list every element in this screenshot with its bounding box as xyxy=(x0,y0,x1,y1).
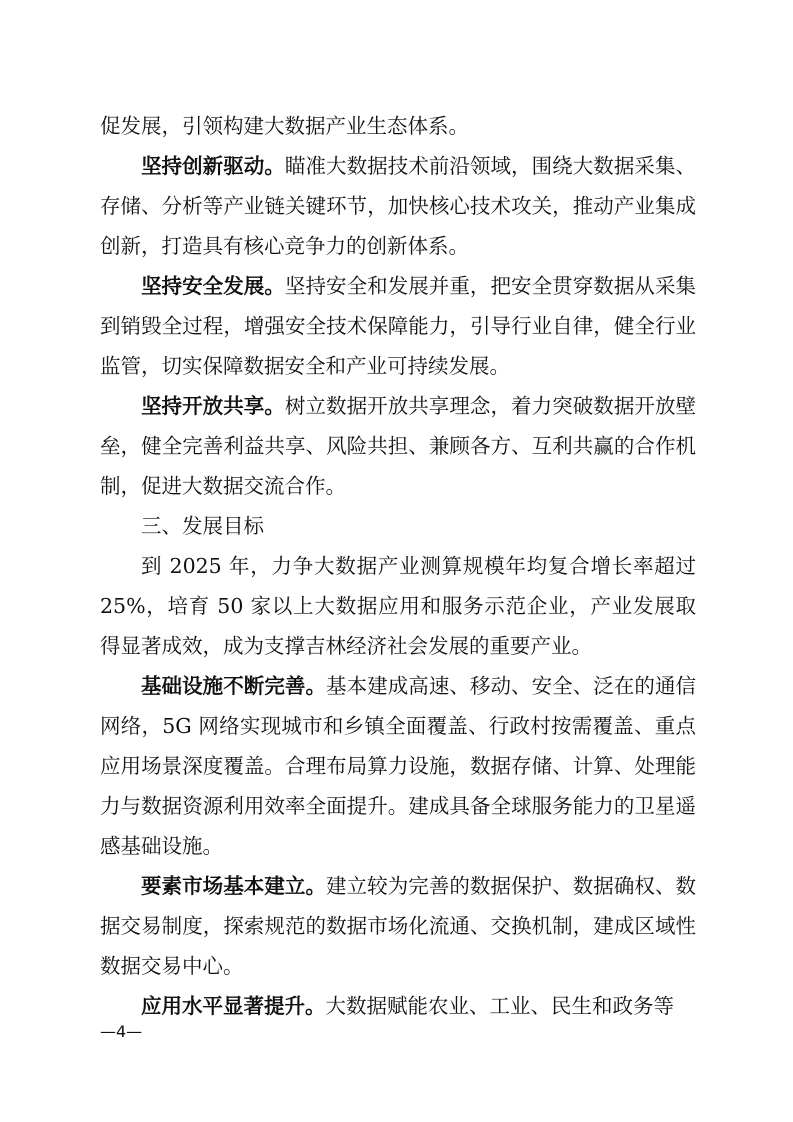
paragraph-openness xyxy=(100,386,696,506)
paragraph-infrastructure xyxy=(100,666,696,866)
paragraph-market xyxy=(100,866,696,986)
paragraph-text: 基本建成高速、移动、安全、泛在的通信网络，5G 网络实现城市和乡镇全面覆盖、行政村按需覆盖、重点应用场景深度覆盖。合理布局算力设施，数据存储、计算、处理能力与数据资源利用效率全面提升。建成具备全球服务能力的卫星遥感基础设施。 xyxy=(100,674,697,858)
paragraph-innovation xyxy=(100,146,696,266)
paragraph-text: 树立数据开放共享理念，着力突破数据开放壁垒，健全完善利益共享、风险共担、兼顾各方、互利共赢的合作机制，促进大数据交流合作。 xyxy=(100,394,697,498)
paragraph-text: 促发展，引领构建大数据产业生态体系。 xyxy=(100,114,469,138)
paragraph-text: 瞄准大数据技术前沿领域，围绕大数据采集、存储、分析等产业链关键环节，加快核心技术攻关，推动产业集成创新，打造具有核心竞争力的创新体系。 xyxy=(100,154,697,258)
paragraph-lead: 要素市场基本建立。 xyxy=(141,874,327,898)
document-body xyxy=(100,106,696,1026)
paragraph-lead: 坚持开放共享。 xyxy=(141,394,285,418)
section-heading xyxy=(100,506,696,546)
paragraph-security xyxy=(100,266,696,386)
section-heading-text: 三、发展目标 xyxy=(141,514,264,538)
paragraph-lead: 坚持创新驱动。 xyxy=(141,154,285,178)
paragraph-continuation xyxy=(100,106,696,146)
paragraph-text: 大数据赋能农业、工业、民生和政务等 xyxy=(325,994,674,1018)
paragraph-text: 建立较为完善的数据保护、数据确权、数据交易制度，探索规范的数据市场化流通、交换机制，建成区域性数据交易中心。 xyxy=(100,874,697,978)
paragraph-lead: 应用水平显著提升。 xyxy=(141,994,326,1018)
paragraph-lead: 坚持安全发展。 xyxy=(141,274,285,298)
paragraph-lead: 基础设施不断完善。 xyxy=(141,674,327,698)
page-number: —4— xyxy=(100,1022,143,1041)
paragraph-text: 到 2025 年，力争大数据产业测算规模年均复合增长率超过 25%，培育 50 家以上大数据应用和服务示范企业，产业发展取得显著成效，成为支撑吉林经济社会发展的重要产业。 xyxy=(100,554,696,658)
paragraph-text: 坚持安全和发展并重，把安全贯穿数据从采集到销毁全过程，增强安全技术保障能力，引导行业自律，健全行业监管，切实保障数据安全和产业可持续发展。 xyxy=(100,274,697,378)
paragraph-targets xyxy=(100,546,696,666)
paragraph-application xyxy=(100,986,696,1026)
